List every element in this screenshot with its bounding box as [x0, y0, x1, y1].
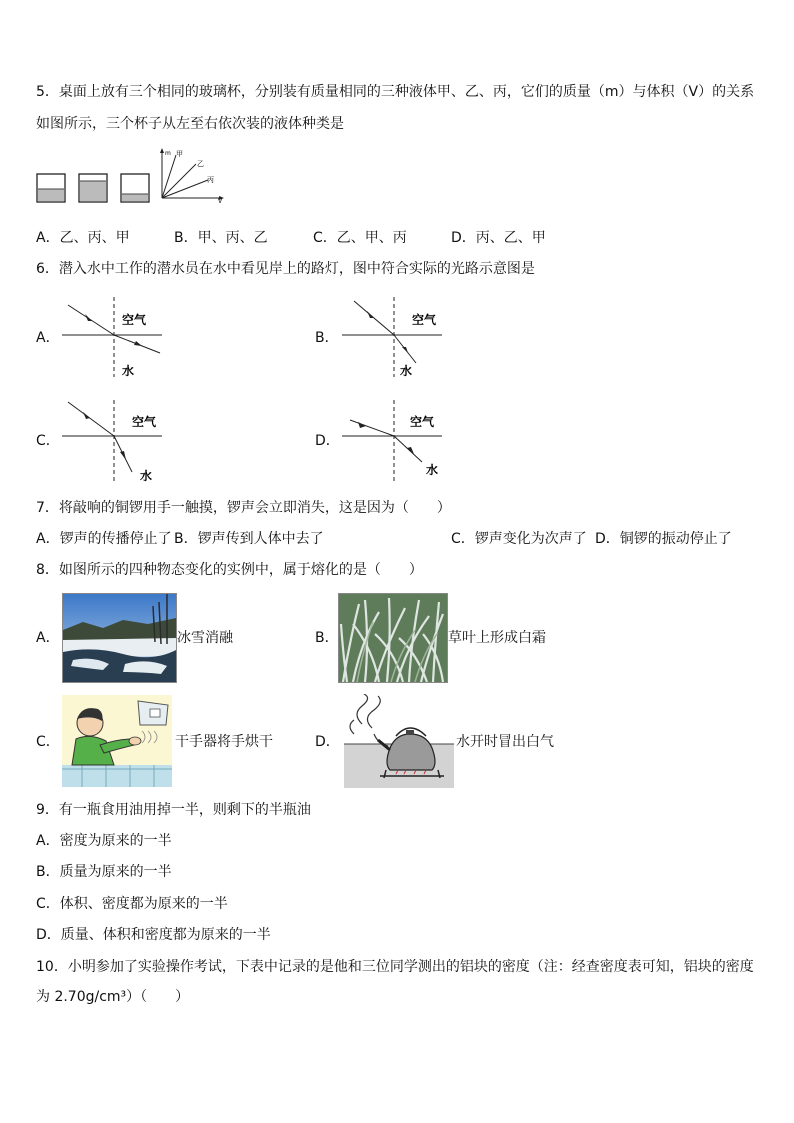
q5-option-b[interactable]: B．甲、丙、乙	[174, 230, 268, 246]
q8-text-a: 冰雪消融	[177, 630, 233, 646]
q6-d-air: 空气	[410, 415, 435, 429]
q6-c-air: 空气	[132, 415, 157, 429]
mass-volume-graph	[152, 146, 228, 206]
q6-b-air: 空气	[412, 313, 437, 327]
graph-y-label: m	[165, 150, 171, 157]
q8-text-b: 草叶上形成白霜	[448, 630, 546, 646]
q5-stem-line1: 5．桌面上放有三个相同的玻璃杯，分别装有质量相同的三种液体甲、乙、丙，它们的质量（m）与体积（V）的关系	[36, 84, 755, 100]
q6-label-d[interactable]: D．	[315, 433, 340, 449]
q5-option-c[interactable]: C．乙、甲、丙	[313, 230, 407, 246]
graph-line-jia: 甲	[176, 150, 183, 158]
q8-text-c: 干手器将手烘干	[175, 734, 273, 750]
q6-diagram-b	[340, 295, 450, 381]
q8-text-d: 水开时冒出白气	[456, 734, 554, 750]
q9-stem: 9．有一瓶食用油用掉一半，则剩下的半瓶油	[36, 802, 311, 818]
q9-option-c[interactable]: C．体积、密度都为原来的一半	[36, 896, 228, 912]
boiling-kettle-illustration	[344, 694, 454, 788]
q6-diagram-d	[340, 398, 450, 484]
frost-grass-photo	[338, 593, 448, 683]
q6-label-c[interactable]: C．	[36, 433, 60, 449]
q8-label-a[interactable]: A．	[36, 630, 60, 646]
graph-line-yi: 乙	[197, 160, 204, 168]
q9-option-a[interactable]: A．密度为原来的一半	[36, 833, 172, 849]
q10-stem-line2: 为 2.70g/cm³）（ ）	[36, 989, 190, 1005]
q6-c-water: 水	[140, 469, 153, 483]
q5-stem-line2: 如图所示，三个杯子从左至右依次装的液体种类是	[36, 116, 344, 132]
q9-option-b[interactable]: B．质量为原来的一半	[36, 864, 172, 880]
q7-option-d[interactable]: D．铜锣的振动停止了	[595, 531, 732, 547]
q6-b-water: 水	[400, 364, 413, 378]
q6-diagram-c	[60, 398, 170, 484]
hand-dryer-illustration	[62, 695, 172, 787]
graph-x-label: V	[218, 198, 223, 205]
graph-line-bing: 丙	[207, 176, 214, 184]
q5-option-a[interactable]: A．乙、丙、甲	[36, 230, 130, 246]
q6-label-a[interactable]: A．	[36, 330, 60, 346]
q8-label-d[interactable]: D．	[315, 734, 340, 750]
q6-diagram-a	[60, 295, 170, 381]
melting-snow-photo	[62, 593, 177, 683]
q7-stem: 7．将敲响的铜锣用手一触摸，锣声会立即消失，这是因为（ ）	[36, 500, 451, 516]
q9-option-d[interactable]: D．质量、体积和密度都为原来的一半	[36, 927, 271, 943]
q10-stem-line1: 10．小明参加了实验操作考试，下表中记录的是他和三位同学测出的铝块的密度（注：经查密度表可知，铝块的密度	[36, 959, 754, 975]
q6-d-water: 水	[426, 463, 439, 477]
q8-label-c[interactable]: C．	[36, 734, 60, 750]
q7-option-a[interactable]: A．锣声的传播停止了	[36, 531, 172, 547]
q6-a-water: 水	[122, 364, 135, 378]
q6-a-air: 空气	[122, 313, 147, 327]
beaker-left	[34, 168, 74, 206]
q6-stem: 6．潜入水中工作的潜水员在水中看见岸上的路灯，图中符合实际的光路示意图是	[36, 261, 535, 277]
q7-option-c[interactable]: C．锣声变化为次声了	[451, 531, 587, 547]
q7-option-b[interactable]: B．锣声传到人体中去了	[174, 531, 324, 547]
q5-option-d[interactable]: D．丙、乙、甲	[451, 230, 546, 246]
beaker-middle	[76, 168, 116, 206]
q8-stem: 8．如图所示的四种物态变化的实例中，属于熔化的是（ ）	[36, 562, 423, 578]
q6-label-b[interactable]: B．	[315, 330, 339, 346]
q8-label-b[interactable]: B．	[315, 630, 339, 646]
